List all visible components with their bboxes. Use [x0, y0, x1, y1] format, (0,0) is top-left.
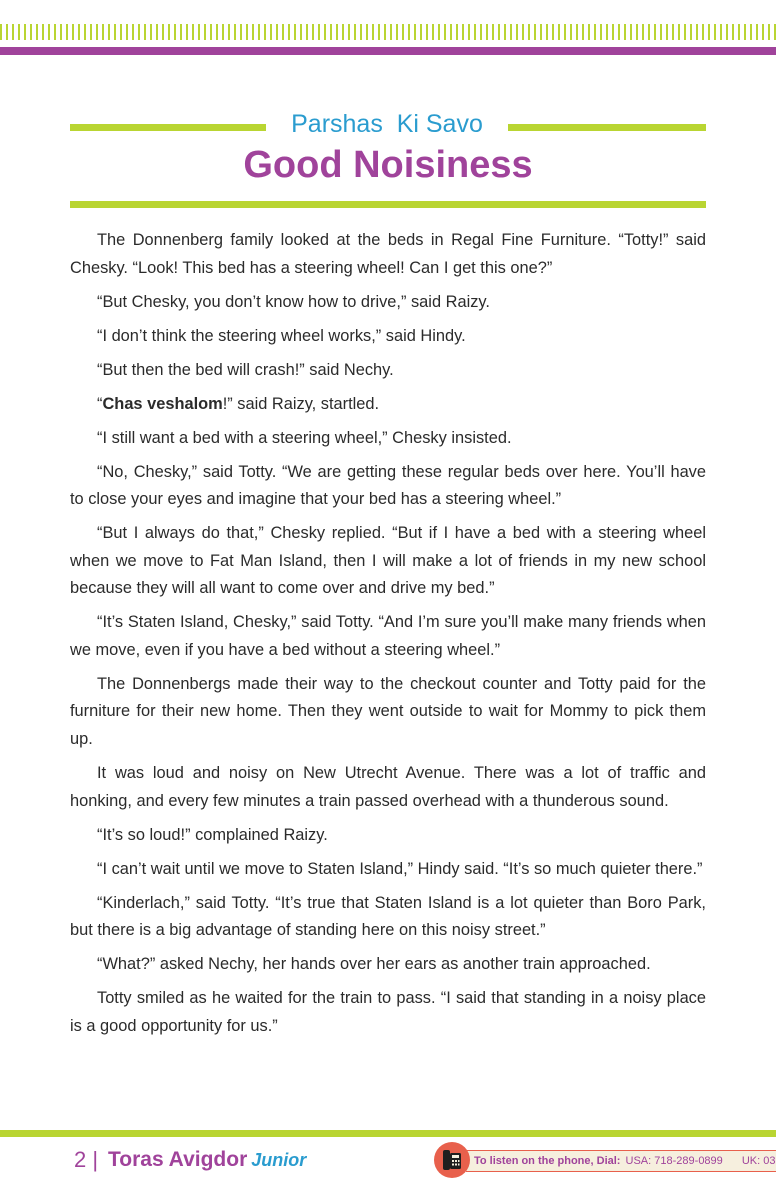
page-title: Good Noisiness	[243, 144, 533, 186]
story-paragraph: It was loud and noisy on New Utrecht Avenue. There was a lot of traffic and honking, and every few minutes a train passed overhead with a thunderous sound.	[70, 764, 706, 810]
brand-logo	[108, 1146, 306, 1176]
story-paragraph: “But I always do that,” Chesky replied. “But if I have a bed with a steering wheel when we move to Fat Man Island, then I will make a lot of friends in my new school because they will all want to come over and drive my bed.”	[70, 524, 706, 598]
usa-number: 718-289-0899	[654, 1155, 723, 1167]
phone-icon	[434, 1142, 470, 1178]
story-paragraph: The Donnenberg family looked at the beds in Regal Fine Furniture. “Totty!” said Chesky. “Look! This bed has a steering wheel! Can I get this one?”	[70, 231, 706, 277]
top-tick-border	[0, 24, 776, 40]
header-rule-left	[70, 124, 266, 131]
story-paragraph: “It’s Staten Island, Chesky,” said Totty. “And I’m sure you’ll make many friends when we move, even if you have a bed without a steering wheel.”	[70, 613, 706, 659]
footer-rule	[0, 1130, 776, 1137]
story-paragraph: “No, Chesky,” said Totty. “We are getting these regular beds over here. You’ll have to close your eyes and imagine that your bed has a steering wheel.”	[70, 462, 706, 509]
title-underline	[70, 201, 706, 208]
story-paragraph: “What?” asked Nechy, her hands over her ears as another train approached.	[97, 955, 651, 974]
story-paragraph: “Kinderlach,” said Totty. “It’s true that Staten Island is a lot quieter than Boro Park, but there is a big advantage of standing here on this noisy street.”	[70, 893, 706, 940]
parsha-subtitle: Parshas Ki Savo	[291, 110, 483, 138]
story-paragraph: Totty smiled as he waited for the train to pass. “I said that standing in a noisy place is a good opportunity for us.”	[70, 989, 706, 1035]
story-paragraph: “It’s so loud!” complained Raizy.	[97, 825, 328, 844]
usa-label: USA:	[625, 1155, 652, 1167]
story-paragraph: “But then the bed will crash!” said Nechy.	[97, 360, 394, 379]
top-color-band	[0, 47, 776, 55]
brand-name: Toras Avigdor	[108, 1148, 248, 1171]
story-body	[70, 227, 706, 1047]
brand-suffix: Junior	[251, 1150, 307, 1170]
phone-icon-glyph	[441, 1148, 463, 1172]
story-paragraph: The Donnenbergs made their way to the checkout counter and Totty paid for the furniture for their new home. Then they went outside to wait for Mommy to pick them up.	[70, 674, 706, 749]
uk-number: UK: 03	[741, 1155, 776, 1167]
page-number: 2 |	[74, 1147, 99, 1172]
story-paragraph: “But Chesky, you don’t know how to drive,” said Raizy.	[97, 292, 490, 311]
story-paragraph: “I can’t wait until we move to Staten Island,” Hindy said. “It’s so much quieter there.”	[97, 859, 703, 878]
story-paragraph: “I still want a bed with a steering wheel,” Chesky insisted.	[97, 428, 512, 447]
phone-info-strip	[466, 1150, 776, 1172]
listen-text: To listen on the phone, Dial:	[474, 1155, 621, 1167]
bold-term: Chas veshalom	[102, 394, 223, 413]
story-paragraph: “Chas veshalom!” said Raizy, startled.	[97, 394, 380, 413]
page-separator: |	[92, 1147, 99, 1172]
story-paragraph: “I don’t think the steering wheel works,” said Hindy.	[97, 326, 466, 345]
header-rule-right	[508, 124, 706, 131]
